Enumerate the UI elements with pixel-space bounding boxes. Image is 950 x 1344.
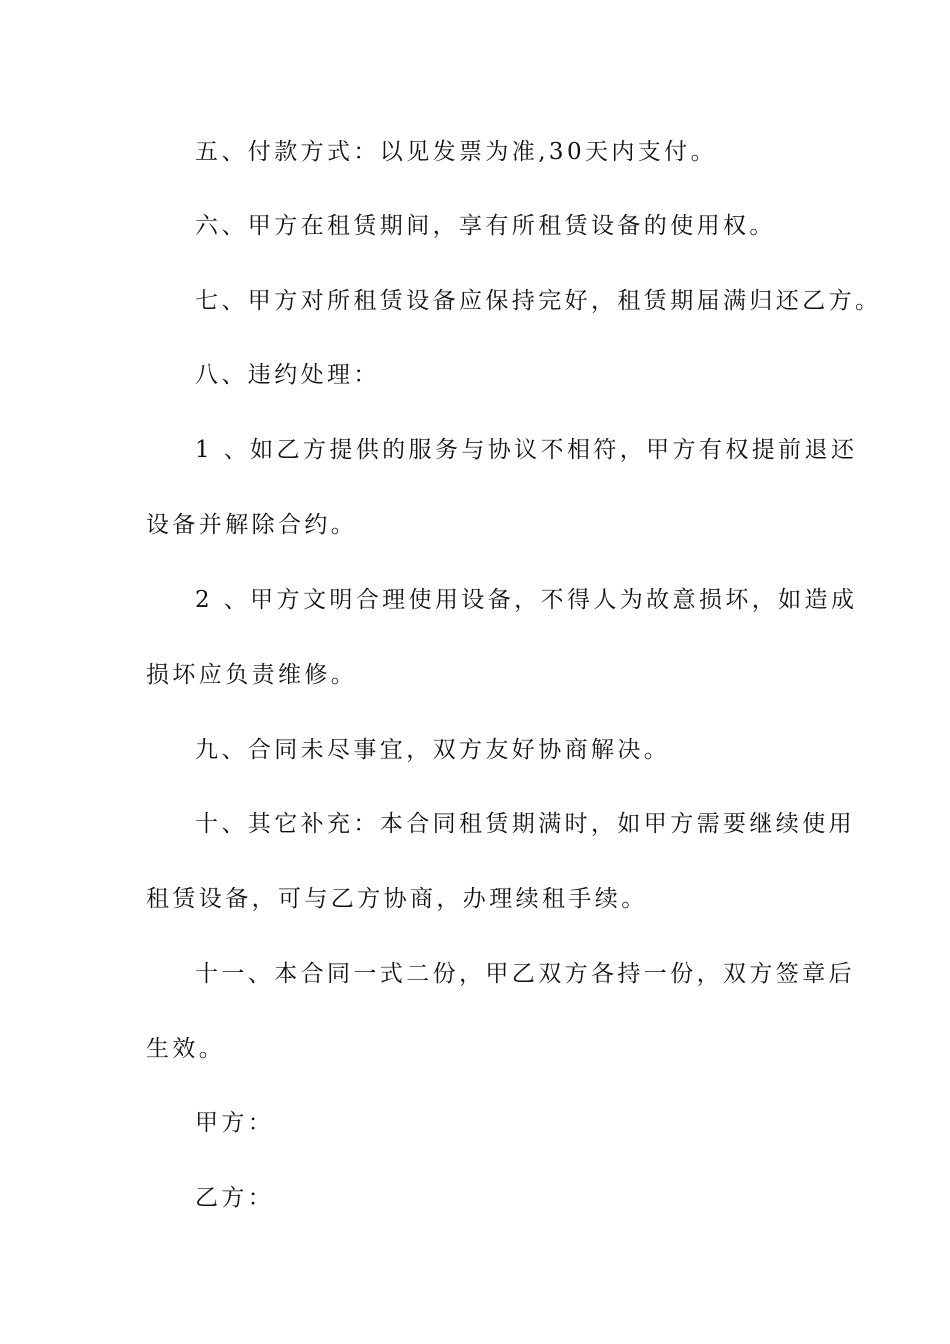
clause-10-supplement-continued: 租赁设备，可与乙方协商，办理续租手续。 — [146, 886, 648, 912]
clause-8-item-2: 2 、甲方文明合理使用设备，不得人为故意损坏，如造成 — [195, 587, 858, 613]
clause-10-supplement: 十、其它补充：本合同租赁期满时，如甲方需要继续使用 — [195, 811, 855, 837]
clause-9-unresolved-matters: 九、合同未尽事宜，双方友好协商解决。 — [195, 737, 671, 763]
clause-7-maintenance: 七、甲方对所租赁设备应保持完好，租赁期届满归还乙方。 — [195, 288, 882, 314]
clause-8-breach-heading: 八、违约处理： — [195, 362, 380, 388]
party-b-signature-label: 乙方： — [195, 1185, 275, 1211]
party-a-signature-label: 甲方： — [195, 1110, 275, 1136]
clause-11-copies-continued: 生效。 — [146, 1036, 226, 1062]
clause-8-item-2-continued: 损坏应负责维修。 — [146, 662, 358, 688]
clause-11-copies: 十一、本合同一式二份，甲乙双方各持一份，双方签章后 — [195, 961, 855, 987]
clause-8-item-1: 1 、如乙方提供的服务与协议不相符，甲方有权提前退还 — [195, 437, 858, 463]
clause-6-usage-rights: 六、甲方在租赁期间，享有所租赁设备的使用权。 — [195, 213, 776, 239]
clause-8-item-1-continued: 设备并解除合约。 — [146, 512, 358, 538]
clause-5-payment: 五、付款方式：以见发票为准,30天内支付。 — [195, 139, 717, 165]
